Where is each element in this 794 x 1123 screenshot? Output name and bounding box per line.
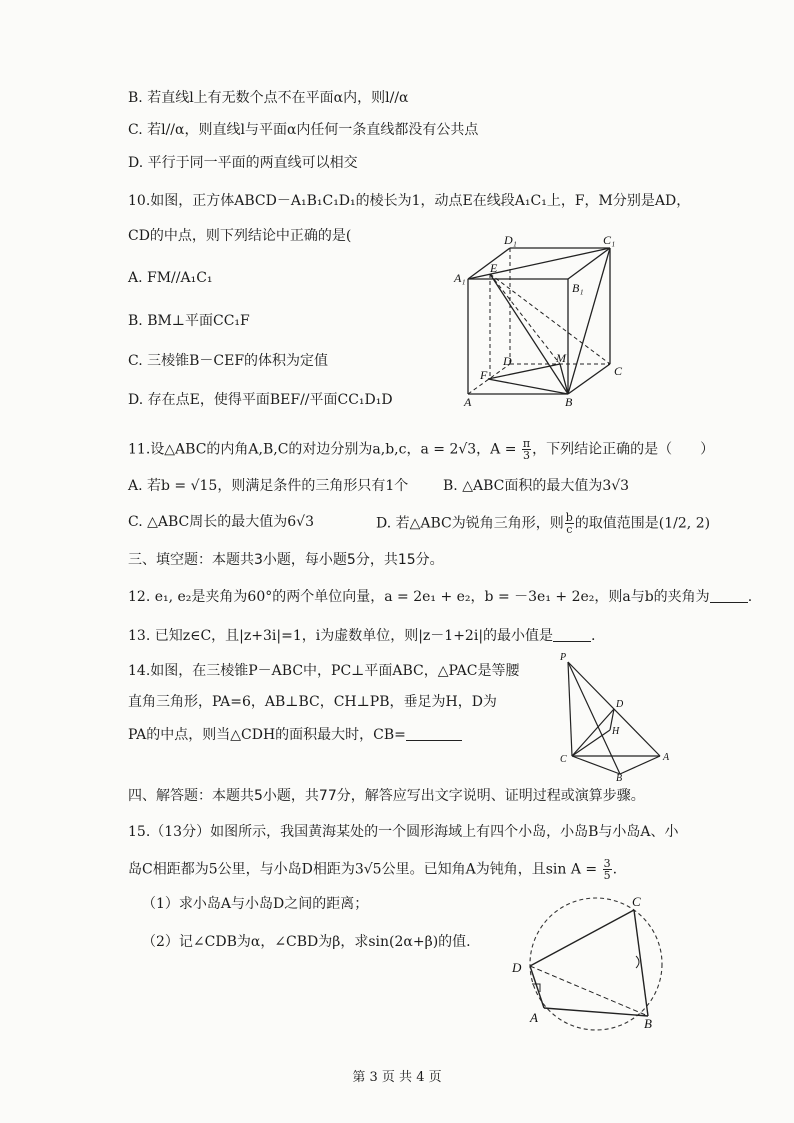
- pyramid-label-a: A: [663, 752, 670, 763]
- q11-stem: 11.设△ABC的内角A,B,C的对边分别为a,b,c，a = 2√3，A = $\frac{\pi}{3}$ ，下列结论正确的是（ ）: [128, 437, 715, 462]
- cube-label-e: E: [490, 261, 498, 275]
- pyramid-label-p: P: [560, 652, 567, 663]
- q9-option-d: D. 平行于同一平面的两直线可以相交: [128, 155, 358, 171]
- cube-label-f: F: [480, 368, 488, 382]
- q11-option-b: B. △ABC面积的最大值为3√3: [443, 478, 630, 494]
- q14-line1: 14.如图，在三棱锥P－ABC中，PC⊥平面ABC，△PAC是等腰: [128, 663, 520, 679]
- q10-option-b: B. BM⊥平面CC₁F: [128, 313, 250, 329]
- q9-option-b: B. 若直线l上有无数个点不在平面α内，则l//α: [128, 90, 409, 106]
- pyramid-label-c: C: [560, 754, 567, 765]
- q10-option-d: D. 存在点E，使得平面BEF//平面CC₁D₁D: [128, 392, 393, 408]
- cube-label-b: B: [565, 395, 573, 409]
- q10-option-c: C. 三棱锥B－CEF的体积为定值: [128, 353, 329, 369]
- cube-label-c1: C₁: [603, 234, 616, 247]
- q15-line1: 15.（13分）如图所示，我国黄海某处的一个圆形海域上有四个小岛，小岛B与小岛A、小: [128, 824, 679, 840]
- pyramid-label-b: B: [616, 773, 623, 782]
- q13-text: 13. 已知z∈C，且|z+3i|=1，i为虚数单位，则|z－1+2i|的最小值是 .: [128, 628, 596, 644]
- circle-label-c: C: [632, 894, 641, 909]
- cube-label-c: C: [614, 364, 623, 378]
- section-4-title: 四、解答题：本题共5小题，共77分，解答应写出文字说明、证明过程或演算步骤。: [128, 788, 645, 804]
- q11-d-fraction: $\frac{b}{c}$: [565, 511, 573, 536]
- pyramid-figure: [552, 650, 702, 782]
- cube-label-a: A: [464, 395, 472, 409]
- cube-label-b1: B₁: [572, 281, 584, 295]
- pyramid-label-h: H: [612, 726, 620, 737]
- page-footer: 第 3 页 共 4 页: [352, 1070, 442, 1085]
- circle-islands-figure: [508, 892, 684, 1032]
- cube-label-m: M: [556, 351, 566, 365]
- q10-stem-line2: CD的中点，则下列结论中正确的是(: [128, 228, 352, 244]
- q11-fraction: $\frac{\pi}{3}$: [522, 437, 531, 462]
- q11-option-a: A. 若b = √15，则满足条件的三角形只有1个: [128, 478, 409, 494]
- cube-label-a1: A₁: [454, 271, 466, 285]
- q12-answer-blank: [710, 588, 748, 603]
- q12-text: 12. e₁, e₂是夹角为60°的两个单位向量，a = 2e₁ + e₂，b = －3e₁ + 2e₂，则a与b的夹角为 .: [128, 589, 753, 605]
- circle-label-d: D: [512, 960, 522, 975]
- q14-line2: 直角三角形，PA=6，AB⊥BC，CH⊥PB，垂足为H，D为: [128, 694, 497, 710]
- section-3-title: 三、填空题：本题共3小题，每小题5分，共15分。: [128, 552, 444, 568]
- q13-answer-blank: [553, 627, 591, 642]
- circle-label-a: A: [530, 1010, 538, 1025]
- q11-option-c: C. △ABC周长的最大值为6√3: [128, 514, 314, 530]
- q9-option-c: C. 若l//α，则直线l与平面α内任何一条直线都没有公共点: [128, 122, 479, 138]
- q10-option-a: A. FM//A₁C₁: [128, 270, 213, 286]
- circle-label-b: B: [644, 1016, 652, 1031]
- q15-subquestion-1: （1）求小岛A与小岛D之间的距离；: [142, 896, 369, 912]
- q15-subquestion-2: （2）记∠CDB为α，∠CBD为β，求sin(2α+β)的值.: [142, 934, 471, 950]
- cube-label-d: D: [503, 354, 512, 368]
- q10-stem-line1: 10.如图，正方体ABCD－A₁B₁C₁D₁的棱长为1，动点E在线段A₁C₁上，F，M分别是AD，: [128, 193, 691, 209]
- q15-fraction: $\frac{3}{5}$: [603, 857, 611, 882]
- cube-label-d1: D₁: [504, 234, 517, 247]
- q11-option-d: D. 若△ABC为锐角三角形，则 $\frac{b}{c}$ 的取值范围是(1/2, 2): [376, 511, 711, 536]
- cube-figure: [448, 234, 634, 410]
- q14-answer-blank: [406, 726, 462, 741]
- pyramid-label-d: D: [616, 699, 624, 710]
- q14-line3: PA的中点，则当△CDH的面积最大时，CB=: [128, 725, 462, 745]
- q15-line2: 岛C相距都为5公里，与小岛D相距为3√5公里。已知角A为钝角，且sin A = $\frac{3}{5}$ .: [128, 857, 618, 882]
